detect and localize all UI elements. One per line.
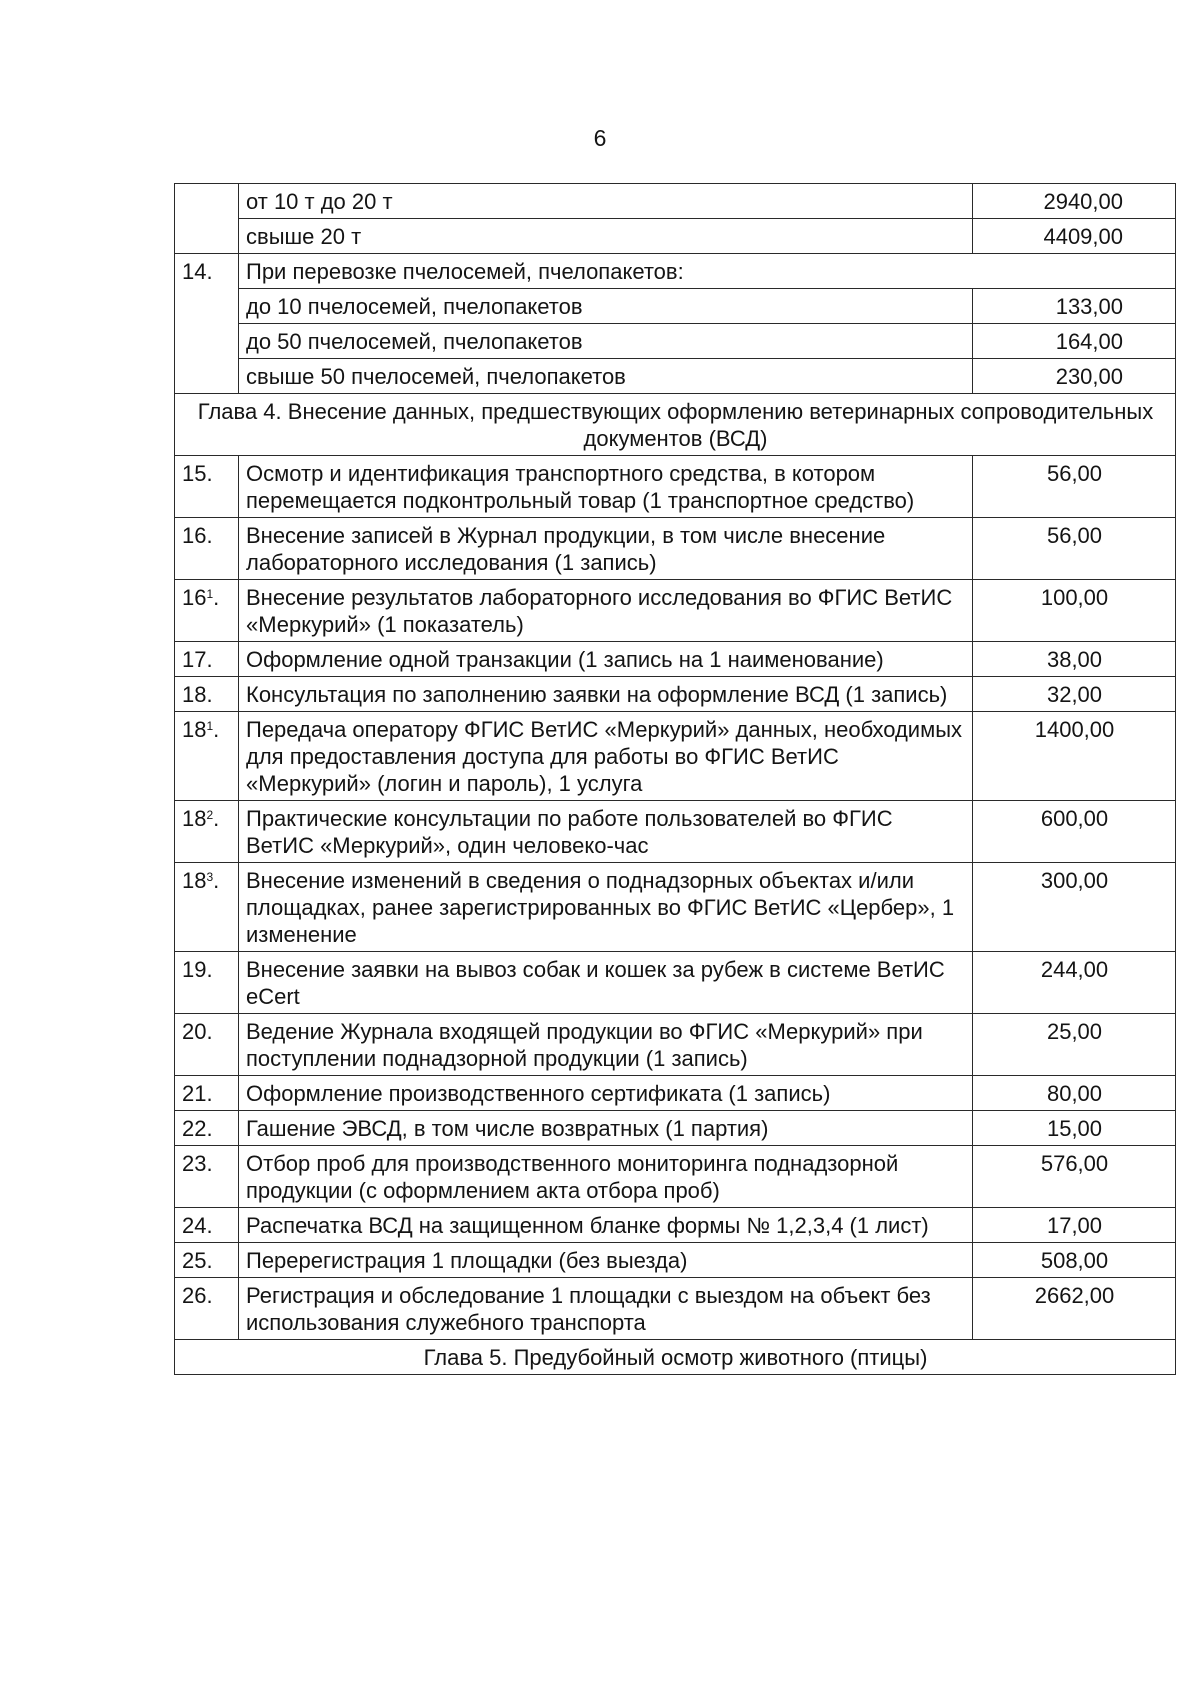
row-description: Внесение записей в Журнал продукции, в том числе внесение лабораторного исследования (1 запись) [239,518,973,580]
row-description: свыше 20 т [239,219,973,254]
table-row [175,1208,1176,1243]
row-price: 4409,00 [973,219,1176,254]
table-row [175,518,1176,580]
row-price: 25,00 [973,1014,1176,1076]
row-number: $18^2$. [175,801,239,863]
row-price: 576,00 [973,1146,1176,1208]
row-number: 21. [175,1076,239,1111]
row-price: 56,00 [973,456,1176,518]
chapter-row [175,1340,1176,1375]
row-number: $18^1$. [175,712,239,801]
row-description: Осмотр и идентификация транспортного средства, в котором перемещается подконтрольный товар (1 транспортное средство) [239,456,973,518]
row-number: 23. [175,1146,239,1208]
row-number: 15. [175,456,239,518]
row-price: 2940,00 [973,184,1176,219]
row-description: Оформление производственного сертификата (1 запись) [239,1076,973,1111]
row-price: 300,00 [973,863,1176,952]
row-price: 80,00 [973,1076,1176,1111]
row-number: 14. [175,254,239,394]
table-row [175,289,1176,324]
table-row [175,580,1176,642]
row-description: Распечатка ВСД на защищенном бланке формы № 1,2,3,4 (1 лист) [239,1208,973,1243]
row-price: 32,00 [973,677,1176,712]
table-row [175,1278,1176,1340]
row-description: Отбор проб для производственного мониторинга поднадзорной продукции (с оформлением акта отбора проб) [239,1146,973,1208]
row-price: 2662,00 [973,1278,1176,1340]
row-number: 16. [175,518,239,580]
table-row [175,677,1176,712]
row-price: 244,00 [973,952,1176,1014]
row-description: Гашение ЭВСД, в том числе возвратных (1 партия) [239,1111,973,1146]
row-number: 19. [175,952,239,1014]
row-number: 25. [175,1243,239,1278]
table-row [175,801,1176,863]
page-number: 6 [593,125,607,151]
table-row [175,952,1176,1014]
row-number: 18. [175,677,239,712]
row-description: Оформление одной транзакции (1 запись на 1 наименование) [239,642,973,677]
row-number: $16^1$. [175,580,239,642]
row-description: Ведение Журнала входящей продукции во ФГИС «Меркурий» при поступлении поднадзорной продукции (1 запись) [239,1014,973,1076]
row-number: $18^3$. [175,863,239,952]
fee-table [174,183,1176,1375]
table-row [175,642,1176,677]
table-row [175,1014,1176,1076]
row-description: Регистрация и обследование 1 площадки с выездом на объект без использования служебного транспорта [239,1278,973,1340]
row-description: Внесение заявки на вывоз собак и кошек за рубеж в системе ВетИС eCert [239,952,973,1014]
row-description: Практические консультации по работе пользователей во ФГИС ВетИС «Меркурий», один человеко-час [239,801,973,863]
row-number: 26. [175,1278,239,1340]
row-number: 24. [175,1208,239,1243]
row-description: до 50 пчелосемей, пчелопакетов [239,324,973,359]
row-description: Перерегистрация 1 площадки (без выезда) [239,1243,973,1278]
row-price: 508,00 [973,1243,1176,1278]
row-number: 20. [175,1014,239,1076]
row-price: 56,00 [973,518,1176,580]
table-row [175,456,1176,518]
row-price: 15,00 [973,1111,1176,1146]
row-price: 600,00 [973,801,1176,863]
table-row [175,324,1176,359]
row-price: 38,00 [973,642,1176,677]
row-description: Передача оператору ФГИС ВетИС «Меркурий» данных, необходимых для предоставления доступа для работы во ФГИС ВетИС «Меркурий» (логин и пароль), 1 услуга [239,712,973,801]
table-row [175,359,1176,394]
table-row [175,184,1176,219]
table-row [175,863,1176,952]
table-row [175,219,1176,254]
row-description: Консультация по заполнению заявки на оформление ВСД (1 запись) [239,677,973,712]
row-price: 1400,00 [973,712,1176,801]
table-row [175,254,1176,289]
chapter-heading: Глава 4. Внесение данных, предшествующих оформлению ветеринарных сопроводительных документов (ВСД) [175,394,1176,456]
table-row [175,1111,1176,1146]
row-price: 230,00 [973,359,1176,394]
row-number: 17. [175,642,239,677]
table-row [175,1243,1176,1278]
row-price: 17,00 [973,1208,1176,1243]
row-description: Внесение результатов лабораторного исследования во ФГИС ВетИС «Меркурий» (1 показатель) [239,580,973,642]
row-price: 164,00 [973,324,1176,359]
table-row [175,712,1176,801]
row-number: 22. [175,1111,239,1146]
row-description: до 10 пчелосемей, пчелопакетов [239,289,973,324]
row-description: Внесение изменений в сведения о поднадзорных объектах и/или площадках, ранее зарегистрированных во ФГИС ВетИС «Цербер», 1 изменение [239,863,973,952]
row-description: от 10 т до 20 т [239,184,973,219]
table-row [175,1076,1176,1111]
chapter-row [175,394,1176,456]
table-row [175,1146,1176,1208]
row-price: 133,00 [973,289,1176,324]
row-description: свыше 50 пчелосемей, пчелопакетов [239,359,973,394]
chapter-heading: Глава 5. Предубойный осмотр животного (птицы) [175,1340,1176,1375]
row-price: 100,00 [973,580,1176,642]
row-description: При перевозке пчелосемей, пчелопакетов: [239,254,1176,289]
row-number-cell [175,184,239,254]
